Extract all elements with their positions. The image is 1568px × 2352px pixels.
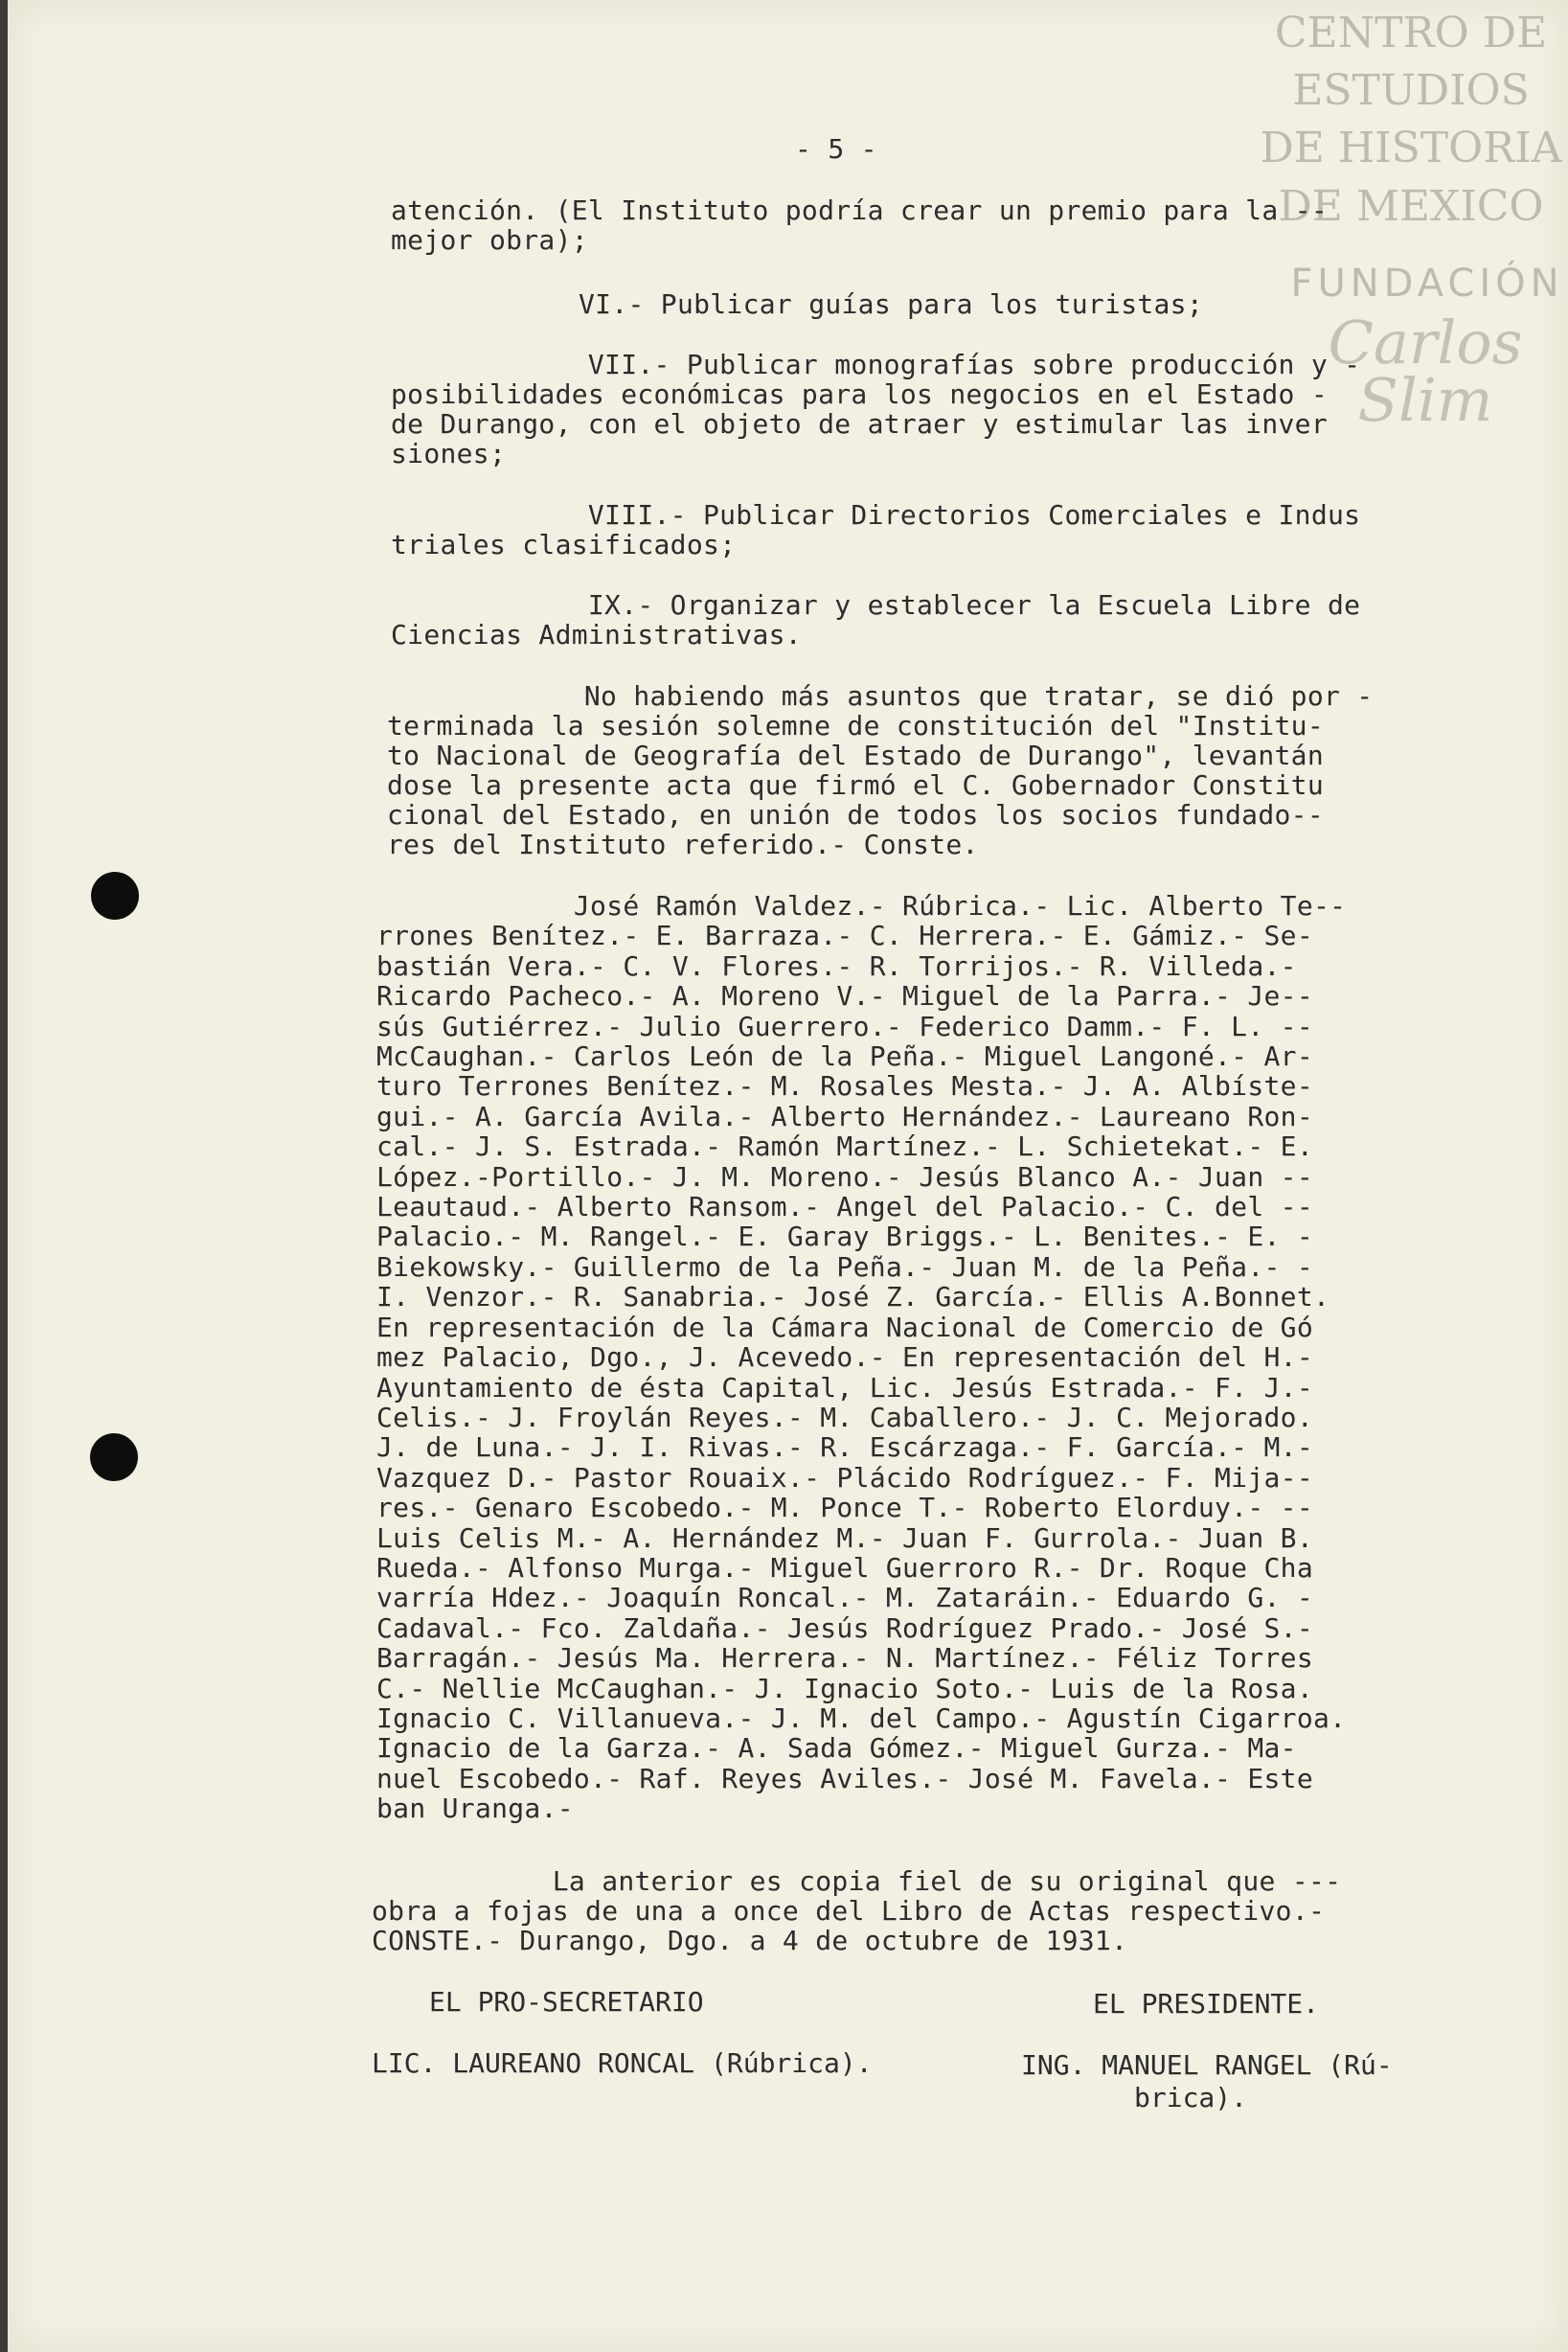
document-page bbox=[8, 0, 1568, 2352]
signatories-list: José Ramón Valdez.- Rúbrica.- Lic. Alberto Te-- rrones Benítez.- E. Barraza.- C. Herrera.- E. Gámiz.- Se- bastián Vera.- C. V. Flores.- R. Torrijos.- R. Villeda.- Ricardo Pacheco.- A. Moreno V.- Miguel de la Parra.- Je-- sús Gutiérrez.- Julio Guerrero.- Federico Damm.- F. L. -- McCaughan.- Carlos León de la Peña.- Miguel Langoné.- Ar- turo Terrones Benítez.- M. Rosales Mesta.- J. A. Albíste- gui.- A. García Avila.- Alberto Hernández.- Laureano Ron- cal.- J. S. Estrada.- Ramón Martínez.- L. Schietekat.- E. López.-Portillo.- J. M. Moreno.- Jesús Blanco A.- Juan -- Leautaud.- Alberto Ransom.- Angel del Palacio.- C. del -- Palacio.- M. Rangel.- E. Garay Briggs.- L. Benites.- E. - Biekowsky.- Guillermo de la Peña.- Juan M. de la Peña.- - I. Venzor.- R. Sanabria.- José Z. García.- Ellis A.Bonnet. En representación de la Cámara Nacional de Comercio de Gó mez Palacio, Dgo., J. Acevedo.- En representación del H.- Ayuntamiento de ésta Capital, Lic. Jesús Estrada.- F. J.- Celis.- J. Froylán Reyes.- M. Caballero.- J. C. Mejorado. J. de Luna.- J. I. Rivas.- R. Escárzaga.- F. García.- M.- Vazquez D.- Pastor Rouaix.- Plácido Rodríguez.- F. Mija-- res.- Genaro Escobedo.- M. Ponce T.- Roberto Elorduy.- -- Luis Celis M.- A. Hernández M.- Juan F. Gurrola.- Juan B. Rueda.- Alfonso Murga.- Miguel Guerroro R.- Dr. Roque Cha varría Hdez.- Joaquín Roncal.- M. Zataráin.- Eduardo G. - Cadaval.- Fco. Zaldaña.- Jesús Rodríguez Prado.- José S.- Barragán.- Jesús Ma. Herrera.- N. Martínez.- Féliz Torres C.- Nellie McCaughan.- J. Ignacio Soto.- Luis de la Rosa. Ignacio C. Villanueva.- J. M. del Campo.- Agustín Cigarroa. Ignacio de la Garza.- A. Sada Gómez.- Miguel Gurza.- Ma- nuel Escobedo.- Raf. Reyes Aviles.- José M. Favela.- Este ban Uranga.- bbox=[376, 890, 1347, 1825]
signature-title-right: EL PRESIDENTE. bbox=[1093, 1988, 1320, 2020]
watermark-line: DE HISTORIA bbox=[1260, 124, 1562, 172]
page-number: - 5 - bbox=[795, 133, 877, 165]
paragraph: VIII.- Publicar Directorios Comerciales e Indus triales clasificados; bbox=[391, 499, 1361, 560]
paragraph: atención. (El Instituto podría crear un premio para la -- mejor obra); bbox=[391, 194, 1328, 256]
watermark-line: CENTRO DE bbox=[1274, 9, 1548, 57]
certification-paragraph: La anterior es copia fiel de su original que --- obra a fojas de una a once del Libro de Actas respectivo.- CONSTE.- Durango, Dgo. a 4 de octubre de 1931. bbox=[372, 1865, 1342, 1956]
paragraph: VI.- Publicar guías para los turistas; bbox=[579, 288, 1203, 320]
watermark-line: DE MEXICO bbox=[1278, 182, 1544, 231]
signature-name-right: ING. MANUEL RANGEL (Rú- brica). bbox=[1021, 2049, 1393, 2113]
paragraph: IX.- Organizar y establecer la Escuela Libre de Ciencias Administrativas. bbox=[391, 589, 1361, 651]
watermark-line: FUNDACIÓN bbox=[1290, 262, 1564, 306]
watermark-line: ESTUDIOS bbox=[1292, 66, 1530, 115]
signature-name-left: LIC. LAUREANO RONCAL (Rúbrica). bbox=[372, 2047, 873, 2079]
closing-paragraph: No habiendo más asuntos que tratar, se dió por - terminada la sesión solemne de constitución del "Institu- to Nacional de Geografía del Estado de Durango", levantán dose la presente acta que firmó el C. Gobernador Constitu cional del Estado, en unión de todos los socios fundado-- res del Instituto referido.- Conste. bbox=[387, 680, 1374, 860]
punch-hole bbox=[91, 872, 139, 920]
punch-hole bbox=[90, 1433, 138, 1481]
paragraph: VII.- Publicar monografías sobre producción y - posibilidades económicas para los negocios en el Estado - de Durango, con el objeto de atraer y estimular las inver siones; bbox=[391, 349, 1361, 469]
signature-title-left: EL PRO-SECRETARIO bbox=[429, 1986, 704, 2018]
watermark-signature: Carlos Slim bbox=[1328, 308, 1523, 435]
